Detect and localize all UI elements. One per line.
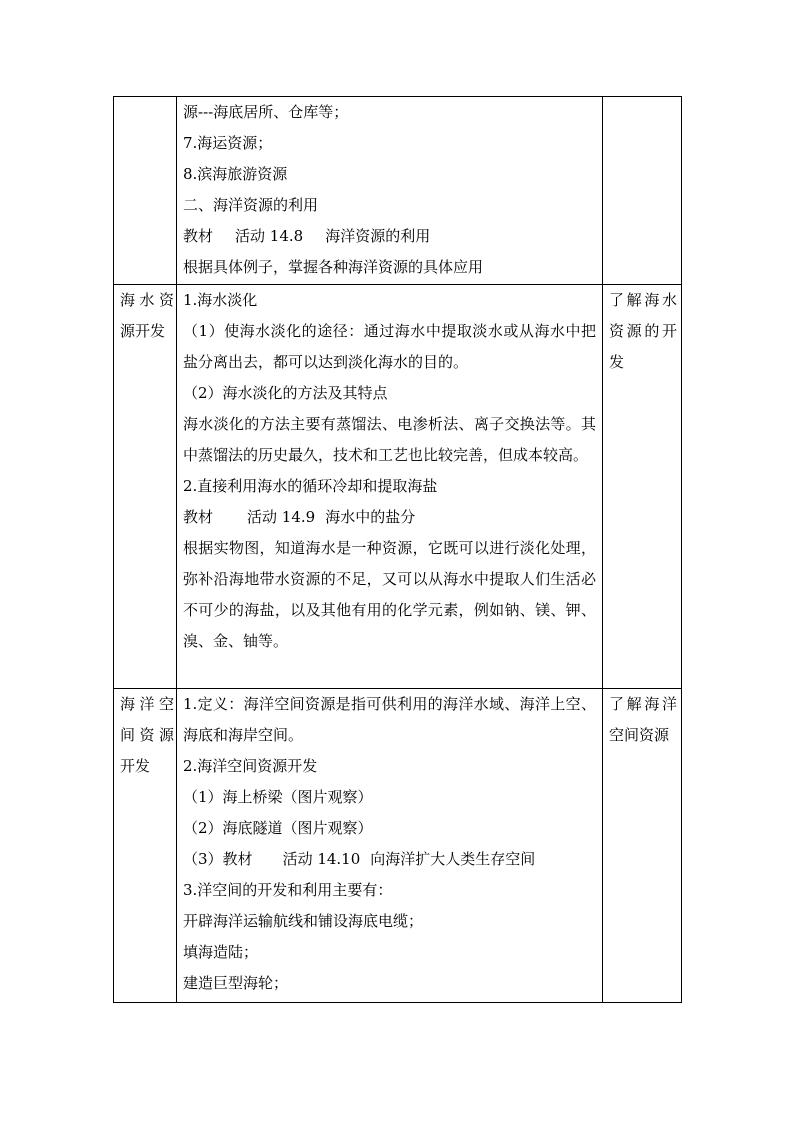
topic-cell bbox=[114, 97, 177, 285]
activity-number: 活动 14.9 bbox=[247, 508, 316, 526]
activity-number: 活动 14.10 bbox=[282, 850, 361, 868]
table-row bbox=[114, 689, 682, 1003]
activity-number: 活动 14.8 bbox=[235, 227, 304, 245]
topic-cell bbox=[114, 285, 177, 689]
table-row bbox=[114, 285, 682, 689]
topic-cell bbox=[114, 689, 177, 1003]
content-heading: 3.洋空间的开发和利用主要有： bbox=[183, 881, 393, 899]
section-heading: 二、海洋资源的利用 bbox=[183, 196, 319, 214]
content-line: （2）海水淡化的方法及其特点 bbox=[183, 384, 388, 402]
content-line: （2）海底隧道（图片观察） bbox=[183, 819, 373, 837]
content-line: 根据具体例子，掌握各种海洋资源的具体应用 bbox=[183, 258, 484, 276]
goal-label: 了解海水资源的开发 bbox=[609, 291, 677, 371]
goal-cell bbox=[603, 97, 682, 285]
content-heading: 1.海水淡化 bbox=[183, 291, 258, 309]
activity-label: 教材 bbox=[222, 850, 253, 868]
lesson-plan-table bbox=[113, 96, 682, 1003]
activity-line bbox=[183, 844, 596, 875]
activity-title: 向海洋扩大人类生存空间 bbox=[370, 850, 536, 868]
activity-line bbox=[183, 502, 596, 533]
topic-label: 海水资源开发 bbox=[120, 291, 174, 340]
content-paragraph: 海水淡化的方法主要有蒸馏法、电渗析法、离子交换法等。其中蒸馏法的历史最久，技术和工艺也比较完善，但成本较高。 bbox=[183, 415, 596, 464]
goal-cell bbox=[603, 285, 682, 689]
activity-label: 教材 bbox=[183, 227, 214, 245]
content-cell bbox=[177, 689, 603, 1003]
activity-prefix: （3） bbox=[183, 850, 223, 868]
content-line: 建造巨型海轮； bbox=[183, 974, 289, 992]
content-paragraph: （1）使海水淡化的途径：通过海水中提取淡水或从海水中把盐分离出去，都可以达到淡化海水的目的。 bbox=[183, 322, 596, 371]
content-paragraph: 1.定义：海洋空间资源是指可供利用的海洋水域、海洋上空、海底和海岸空间。 bbox=[183, 695, 596, 744]
content-line: 开辟海洋运输航线和铺设海底电缆； bbox=[183, 912, 424, 930]
topic-label: 海洋空间资源开发 bbox=[120, 695, 174, 775]
table-row bbox=[114, 97, 682, 285]
activity-title: 海水中的盐分 bbox=[325, 508, 416, 526]
content-heading: 2.海洋空间资源开发 bbox=[183, 757, 318, 775]
activity-label: 教材 bbox=[183, 508, 214, 526]
content-heading: 2.直接利用海水的循环冷却和提取海盐 bbox=[183, 477, 438, 495]
activity-line bbox=[183, 221, 596, 252]
content-cell bbox=[177, 285, 603, 689]
activity-title: 海洋资源的利用 bbox=[325, 227, 431, 245]
content-paragraph: 根据实物图，知道海水是一种资源，它既可以进行淡化处理，弥补沿海地带水资源的不足，又可以从海水中提取人们生活必不可少的海盐，以及其他有用的化学元素，例如钠、镁、钾、溴、金、铀等。 bbox=[183, 539, 596, 650]
content-line: 8.滨海旅游资源 bbox=[183, 165, 288, 183]
goal-cell bbox=[603, 689, 682, 1003]
content-line: （1）海上桥梁（图片观察） bbox=[183, 788, 373, 806]
content-line: 7.海运资源； bbox=[183, 134, 273, 152]
content-cell bbox=[177, 97, 603, 285]
content-line: 填海造陆； bbox=[183, 943, 259, 961]
content-line: 源---海底居所、仓库等； bbox=[183, 103, 349, 121]
goal-label: 了解海洋空间资源 bbox=[609, 695, 677, 744]
